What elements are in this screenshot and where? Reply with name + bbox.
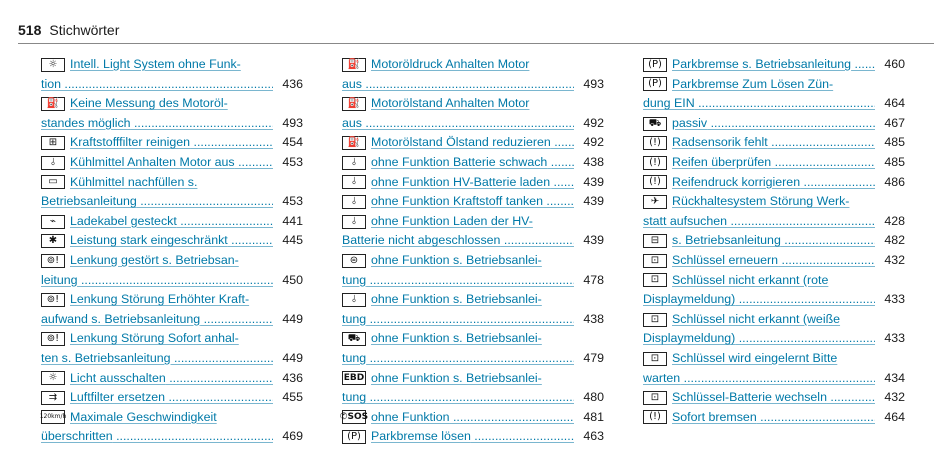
entry-link-text[interactable]: ohne Funktion .....: [371, 408, 574, 428]
index-entry-line: [41, 55, 303, 75]
brake-icon: (!): [643, 410, 667, 424]
index-entry-line: [41, 408, 303, 428]
page-reference: 445: [282, 233, 303, 248]
entry-link-text[interactable]: Schlüssel nicht erkannt (rote: [672, 272, 829, 287]
index-entry-line: [342, 94, 604, 114]
entry-link-text[interactable]: Displaymeldung) .....: [643, 290, 875, 310]
oil-level-icon: ⛽: [342, 136, 366, 150]
light-icon: ☼: [41, 371, 65, 385]
index-entry-line: [339, 408, 604, 428]
entry-link-text[interactable]: ohne Funktion s. Betriebsanlei-: [371, 331, 542, 346]
entry-link-text[interactable]: Schlüssel erneuern .....: [672, 251, 875, 271]
page-reference: 463: [583, 429, 604, 444]
entry-link-text[interactable]: ohne Funktion Batterie schwach .....: [371, 153, 574, 173]
page-reference: 436: [282, 76, 303, 91]
index-entry-line: [342, 329, 604, 349]
entry-link-text[interactable]: s. Betriebsanleitung .....: [672, 231, 875, 251]
index-entry[interactable]: [643, 408, 905, 428]
entry-link-text[interactable]: ohne Funktion Kraftstoff tanken .....: [371, 192, 574, 212]
page-reference: 493: [583, 76, 604, 91]
page-reference: 467: [884, 115, 905, 130]
page-reference: 438: [583, 311, 604, 326]
steering-warning-icon: ⊚!: [41, 254, 65, 268]
key-icon: ⊡: [643, 254, 667, 268]
index-entry-line: [342, 212, 604, 232]
entry-link-text[interactable]: ohne Funktion s. Betriebsanlei-: [371, 292, 542, 307]
index-entry-line: [643, 310, 905, 330]
fuel-filter-icon: ⊞: [41, 136, 65, 150]
index-entry[interactable]: [342, 173, 604, 193]
speed-limit-icon: 120km/h: [41, 410, 65, 424]
entry-link-text[interactable]: Sofort bremsen .....: [672, 408, 875, 428]
index-entry-line: [643, 75, 905, 95]
index-entry-line: [41, 388, 303, 408]
coolant-temperature-icon: ⫰: [41, 156, 65, 170]
entry-link-text[interactable]: Betriebsanleitung .....: [41, 192, 273, 212]
entry-link-text[interactable]: tung .....: [342, 310, 574, 330]
entry-link-text[interactable]: statt aufsuchen .....: [643, 212, 875, 232]
page-reference: 439: [583, 174, 604, 189]
index-entry-line: [643, 173, 905, 193]
index-entry-line: [41, 310, 303, 330]
index-entry-line: [643, 94, 905, 114]
page-reference: 486: [884, 174, 905, 189]
index-entry-line: [643, 388, 905, 408]
key-icon: ⊡: [643, 313, 667, 327]
index-entry[interactable]: [643, 349, 905, 388]
entry-link-text[interactable]: Luftfilter ersetzen .....: [70, 388, 273, 408]
page-reference: 450: [282, 272, 303, 287]
oil-can-icon: ⛽: [41, 97, 65, 111]
index-entry[interactable]: [41, 369, 303, 389]
index-entry-line: [643, 114, 905, 134]
page-reference: 438: [583, 154, 604, 169]
header-divider: [18, 43, 934, 44]
index-entry[interactable]: [41, 94, 303, 133]
index-entry-line: [342, 55, 604, 75]
index-entry-line: [342, 133, 604, 153]
key-icon: ⊡: [643, 273, 667, 287]
page-reference: 453: [282, 194, 303, 209]
index-entry-line: [342, 75, 604, 95]
tire-pressure-icon: (!): [643, 156, 667, 170]
entry-link-text[interactable]: Parkbremse lösen .....: [371, 427, 574, 447]
vehicle-icon: ⛟: [342, 332, 366, 346]
index-entry[interactable]: [643, 192, 905, 231]
page-reference: 455: [282, 390, 303, 405]
sos-icon: ✆SOS: [342, 410, 366, 424]
entry-link-text[interactable]: ten s. Betriebsanleitung .....: [41, 349, 273, 369]
battery-icon: ⊟: [643, 234, 667, 248]
charging-cable-icon: ⌁: [41, 215, 65, 229]
index-entry-line: [342, 231, 604, 251]
ebd-icon: EBD: [342, 371, 366, 385]
entry-link-text[interactable]: Schlüssel nicht erkannt (weiße: [672, 311, 841, 326]
index-entry-line: [41, 133, 303, 153]
key-icon: ⊡: [643, 352, 667, 366]
index-entry[interactable]: [41, 290, 303, 329]
page-header: [18, 22, 119, 38]
page-reference: 449: [282, 311, 303, 326]
page-reference: 464: [884, 96, 905, 111]
entry-link-text[interactable]: leitung .....: [41, 271, 273, 291]
index-entry-line: [342, 427, 604, 447]
index-entry-line: [41, 173, 303, 193]
page-reference: 434: [884, 370, 905, 385]
index-entry-line: [643, 329, 905, 349]
parking-brake-icon: (P): [342, 430, 366, 444]
sun-icon: ☼: [41, 58, 65, 72]
index-entry[interactable]: [643, 114, 905, 134]
steering-warning-icon: ⊚!: [41, 332, 65, 346]
entry-link-text[interactable]: Schlüssel-Batterie wechseln .....: [672, 388, 875, 408]
entry-link-text[interactable]: Intell. Light System ohne Funk-: [70, 57, 241, 71]
entry-link-text[interactable]: überschritten .....: [41, 427, 273, 447]
page-reference: 482: [884, 233, 905, 248]
entry-link-text[interactable]: aufwand s. Betriebsanleitung .....: [41, 310, 273, 330]
index-entry[interactable]: [41, 329, 303, 368]
entry-link-text[interactable]: Keine Messung des Motoröl-: [70, 96, 228, 111]
entry-link-text[interactable]: Lenkung Störung Erhöhter Kraft-: [70, 292, 250, 307]
index-entry-line: [41, 251, 303, 271]
index-column-3: [643, 55, 905, 427]
index-entry[interactable]: [41, 173, 303, 212]
page-reference: 479: [583, 350, 604, 365]
index-entry[interactable]: [342, 192, 604, 212]
entry-link-text[interactable]: Ladekabel gesteckt .....: [70, 212, 273, 232]
index-entry[interactable]: [643, 388, 905, 408]
page-reference: 481: [583, 409, 604, 424]
tire-pressure-icon: (!): [643, 136, 667, 150]
index-entry-line: [643, 133, 905, 153]
index-entry[interactable]: [643, 251, 905, 271]
page-number: 518: [18, 22, 42, 38]
entry-link-text[interactable]: standes möglich .....: [41, 114, 273, 134]
index-column-1: [41, 55, 303, 447]
index-entry[interactable]: [643, 133, 905, 153]
restraint-system-icon: ✈: [643, 195, 667, 209]
index-entry-line: [41, 349, 303, 369]
battery-temperature-icon: ⫰: [342, 293, 366, 307]
index-column-2: [339, 55, 604, 447]
index-entry[interactable]: [41, 408, 303, 447]
index-entry[interactable]: [643, 55, 905, 75]
index-entry-line: [342, 153, 604, 173]
index-entry-line: [643, 212, 905, 232]
page-reference: 492: [583, 135, 604, 150]
coolant-level-icon: ▭: [41, 175, 65, 189]
page-reference: 469: [282, 429, 303, 444]
index-entry[interactable]: [339, 408, 604, 428]
entry-link-text[interactable]: ohne Funktion s. Betriebsanlei-: [371, 370, 542, 385]
index-entry-line: [643, 192, 905, 212]
air-filter-icon: ⇉: [41, 391, 65, 405]
entry-link-text[interactable]: Motorölstand Anhalten Motor: [371, 96, 530, 111]
index-entry[interactable]: [41, 153, 303, 173]
entry-link-text[interactable]: Kraftstofffilter reinigen .....: [70, 133, 273, 153]
index-entry[interactable]: [643, 231, 905, 251]
index-entry[interactable]: [643, 173, 905, 193]
index-entry-line: [41, 212, 303, 232]
index-entry-line: [41, 153, 303, 173]
page-reference: 478: [583, 272, 604, 287]
index-entry-line: [41, 94, 303, 114]
index-entry[interactable]: [342, 369, 604, 408]
index-entry-line: [643, 231, 905, 251]
index-entry[interactable]: [342, 251, 604, 290]
entry-link-text[interactable]: tung .....: [342, 388, 574, 408]
entry-link-text[interactable]: ohne Funktion Laden der HV-: [371, 213, 533, 228]
index-entry-line: [643, 290, 905, 310]
index-entry-line: [41, 114, 303, 134]
index-entry-line: [643, 369, 905, 389]
entry-link-text[interactable]: dung EIN .....: [643, 94, 875, 114]
index-entry-line: [342, 369, 604, 389]
page-reference: 432: [884, 252, 905, 267]
page-reference: 485: [884, 135, 905, 150]
index-entry-line: [643, 271, 905, 291]
entry-link-text[interactable]: Rückhaltesystem Störung Werk-: [672, 194, 850, 209]
page-reference: 441: [282, 213, 303, 228]
battery-temperature-icon: ⫰: [342, 175, 366, 189]
entry-link-text[interactable]: tung .....: [342, 271, 574, 291]
index-entry[interactable]: [342, 55, 604, 94]
index-entry-line: [41, 231, 303, 251]
page-reference: 460: [884, 57, 905, 71]
index-entry[interactable]: [342, 427, 604, 447]
power-reduced-icon: ✱: [41, 234, 65, 248]
entry-link-text[interactable]: Lenkung Störung Sofort anhal-: [70, 331, 239, 346]
entry-link-text[interactable]: Displaymeldung) .....: [643, 329, 875, 349]
index-entry-line: [643, 349, 905, 369]
entry-link-text[interactable]: Leistung stark eingeschränkt .....: [70, 231, 273, 251]
index-entry-line: [41, 329, 303, 349]
index-entry-line: [342, 192, 604, 212]
index-entry[interactable]: [342, 153, 604, 173]
index-entry[interactable]: [41, 212, 303, 232]
entry-link-text[interactable]: Reifen überprüfen .....: [672, 153, 875, 173]
page-reference: 464: [884, 409, 905, 424]
index-entry-line: [342, 388, 604, 408]
parking-brake-icon: (P): [643, 58, 667, 72]
index-entry[interactable]: [342, 290, 604, 329]
page-reference: 449: [282, 350, 303, 365]
index-entry-line: [41, 271, 303, 291]
page-reference: 433: [884, 292, 905, 307]
index-entry[interactable]: [41, 55, 303, 94]
entry-link-text[interactable]: ohne Funktion HV-Batterie laden .....: [371, 173, 574, 193]
entry-link-text[interactable]: aus .....: [342, 75, 574, 95]
index-entry-line: [41, 369, 303, 389]
entry-link-text[interactable]: Kühlmittel nachfüllen s.: [70, 174, 198, 189]
entry-link-text[interactable]: Lenkung gestört s. Betriebsan-: [70, 252, 239, 267]
page-reference: 454: [282, 135, 303, 150]
index-entry-line: [342, 173, 604, 193]
page-reference: 492: [583, 115, 604, 130]
index-entry-line: [643, 55, 905, 75]
steering-warning-icon: ⊚!: [41, 293, 65, 307]
battery-temperature-icon: ⫰: [342, 156, 366, 170]
index-entry-line: [342, 251, 604, 271]
index-entry-line: [342, 114, 604, 134]
page-reference: 428: [884, 213, 905, 228]
tire-pressure-icon: (!): [643, 175, 667, 189]
entry-link-text[interactable]: tung .....: [342, 349, 574, 369]
entry-link-text[interactable]: Parkbremse s. Betriebsanleitung .....: [672, 55, 875, 75]
page-reference: 439: [583, 233, 604, 248]
entry-link-text[interactable]: Motoröldruck Anhalten Motor: [371, 57, 530, 71]
entry-link-text[interactable]: Kühlmittel Anhalten Motor aus .....: [70, 153, 273, 173]
entry-link-text[interactable]: passiv .....: [672, 114, 875, 134]
page-title: Stichwörter: [49, 22, 120, 38]
entry-link-text[interactable]: Schlüssel wird eingelernt Bitte: [672, 350, 838, 365]
index-entry[interactable]: [342, 94, 604, 133]
key-icon: ⊡: [643, 391, 667, 405]
index-entry[interactable]: [41, 388, 303, 408]
index-entry[interactable]: [342, 133, 604, 153]
oil-can-icon: ⛽: [342, 97, 366, 111]
battery-temperature-icon: ⫰: [342, 195, 366, 209]
index-entry-line: [41, 192, 303, 212]
index-entry-line: [41, 427, 303, 447]
entry-link-text[interactable]: Parkbremse Zum Lösen Zün-: [672, 76, 834, 91]
vehicle-sensor-icon: ⛟: [643, 117, 667, 131]
index-entry-line: [41, 75, 303, 95]
entry-link-text[interactable]: aus .....: [342, 114, 574, 134]
entry-link-text[interactable]: Reifendruck korrigieren .....: [672, 173, 875, 193]
index-entry-line: [643, 251, 905, 271]
index-entry[interactable]: [41, 251, 303, 290]
brake-circle-icon: ⊜: [342, 254, 366, 268]
index-entry[interactable]: [643, 310, 905, 349]
index-entry[interactable]: [342, 212, 604, 251]
entry-link-text[interactable]: tion .....: [41, 75, 273, 95]
battery-temperature-icon: ⫰: [342, 215, 366, 229]
index-entry[interactable]: [41, 231, 303, 251]
index-entry-line: [342, 349, 604, 369]
page-reference: 485: [884, 154, 905, 169]
page-reference: 480: [583, 390, 604, 405]
entry-link-text[interactable]: warten .....: [643, 369, 875, 389]
index-entry[interactable]: [342, 329, 604, 368]
index-entry-line: [41, 290, 303, 310]
index-entry-line: [342, 290, 604, 310]
entry-link-text[interactable]: Licht ausschalten .....: [70, 369, 273, 389]
entry-link-text[interactable]: ohne Funktion s. Betriebsanlei-: [371, 252, 542, 267]
page-reference: 433: [884, 331, 905, 346]
entry-link-text[interactable]: Batterie nicht abgeschlossen .....: [342, 231, 574, 251]
entry-link-text[interactable]: Maximale Geschwindigkeit: [70, 409, 217, 424]
index-entry[interactable]: [643, 75, 905, 114]
index-entry-line: [342, 271, 604, 291]
index-entry[interactable]: [41, 133, 303, 153]
index-entry-line: [643, 153, 905, 173]
entry-link-text[interactable]: Radsensorik fehlt .....: [672, 133, 875, 153]
parking-brake-icon: (P): [643, 77, 667, 91]
page-reference: 439: [583, 194, 604, 209]
page-reference: 453: [282, 154, 303, 169]
index-entry-line: [643, 408, 905, 428]
oil-can-icon: ⛽: [342, 58, 366, 72]
page-reference: 436: [282, 370, 303, 385]
entry-link-text[interactable]: Motorölstand Ölstand reduzieren .....: [371, 133, 574, 153]
page-reference: 432: [884, 390, 905, 405]
index-entry-line: [342, 310, 604, 330]
index-entry[interactable]: [643, 271, 905, 310]
index-entry[interactable]: [643, 153, 905, 173]
page-reference: 493: [282, 115, 303, 130]
